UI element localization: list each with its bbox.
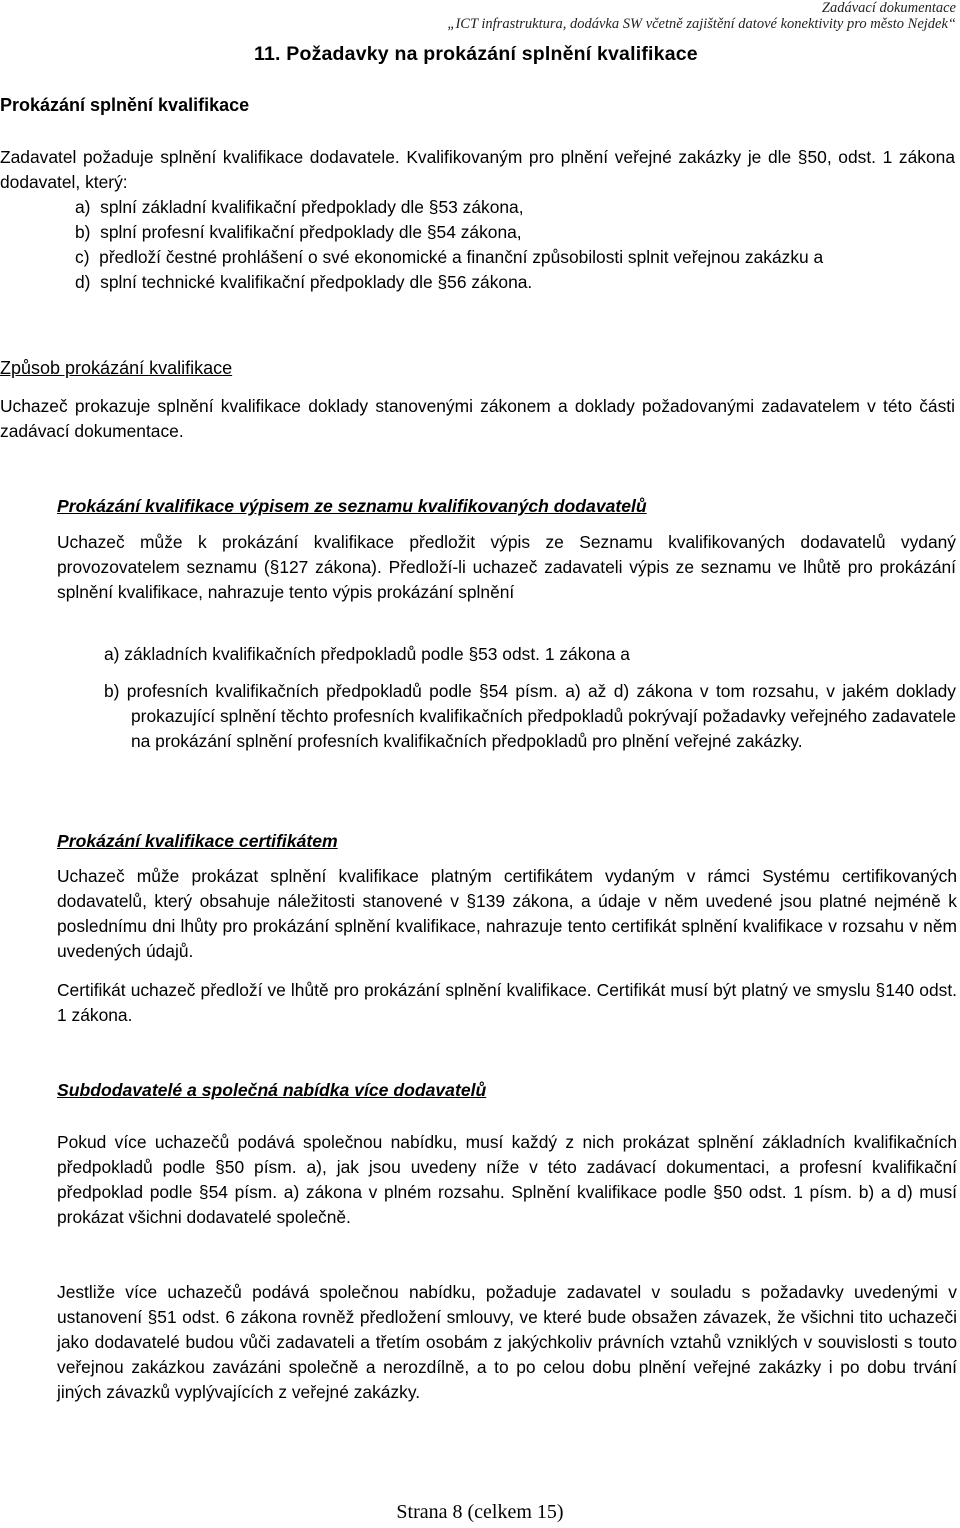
certificate-heading: Prokázání kvalifikace certifikátem [57,831,338,851]
register-item-a: a) základních kvalifikačních předpokladů podle §53 odst. 1 zákona a [104,644,630,664]
list-item: d) splní technické kvalifikační předpoklady dle §56 zákona. [75,272,533,292]
page-number: Strana 8 (celkem 15) [396,1501,564,1523]
method-paragraph: Uchazeč prokazuje splnění kvalifikace doklady stanovenými zákonem a doklady požadovanými zadavatelem v této části zadávací dokumentace. [0,396,955,441]
subcontractors-heading: Subdodavatelé a společná nabídka více dodavatelů [57,1080,487,1100]
header-project-name: „ICT infrastruktura, dodávka SW včetně zajištění datové konektivity pro město Nejdek“ [447,16,956,32]
subcontractors-paragraph-1: Pokud více uchazečů podává společnou nabídku, musí každý z nich prokázat splnění základních kvalifikačních předpokladů podle §50 písm. a), jak jsou uvedeny níže v této zadávací dokumentaci, a profesní kvalifikační předpoklad podle §54 písm. a) zákona v plném rozsahu. Splnění kvalifikace podle §50 odst. 1 písm. b) a d) musí prokázat všichni dodavatelé společně. [57,1132,957,1227]
section-subtitle: Prokázání splnění kvalifikace [0,95,250,115]
register-item-b: b) profesních kvalifikačních předpokladů podle §54 písm. a) až d) zákona v tom rozsahu, v jakém doklady prokazující splnění těchto profesních kvalifikačních předpokladů pokrývají požadavky veřejného zadavatele na prokázání splnění profesních kvalifikačních předpokladů pro plnění veřejné zakázky. [104,681,956,751]
register-heading: Prokázání kvalifikace výpisem ze seznamu kvalifikovaných dodavatelů [57,496,647,516]
list-item: b) splní profesní kvalifikační předpoklady dle §54 zákona, [75,222,522,242]
conditions-list [75,195,957,295]
intro-paragraph: Zadavatel požaduje splnění kvalifikace dodavatele. Kvalifikovaným pro plnění veřejné zakázky je dle §50, odst. 1 zákona dodavatel, který: [0,147,955,192]
certificate-paragraph-2: Certifikát uchazeč předloží ve lhůtě pro prokázání splnění kvalifikace. Certifikát musí být platný ve smyslu §140 odst. 1 zákona. [57,980,957,1025]
register-paragraph: Uchazeč může k prokázání kvalifikace předložit výpis ze Seznamu kvalifikovaných dodavatelů vydaný provozovatelem seznamu (§127 zákona). Předloží-li uchazeč zadavateli výpis ze seznamu ve lhůtě pro prokázání splnění kvalifikace, nahrazuje tento výpis prokázání splnění [57,532,956,602]
method-heading: Způsob prokázání kvalifikace [0,358,233,378]
list-item: a) splní základní kvalifikační předpoklady dle §53 zákona, [75,197,524,217]
list-item: c) předloží čestné prohlášení o své ekonomické a finanční způsobilosti splnit veřejnou zakázku a [75,247,824,267]
subcontractors-paragraph-2: Jestliže více uchazečů podává společnou nabídku, požaduje zadavatel v souladu s požadavky uvedenými v ustanovení §51 odst. 6 zákona rovněž předložení smlouvy, ve které bude obsažen závazek, že všichni tito uchazeči jako dodavatelé budou vůči zadavateli a třetím osobám z jakýchkoliv právních vztahů vzniklých v souvislosti s touto veřejnou zakázkou zavázáni společně a nerozdílně, a to po celou dobu plnění veřejné zakázky i po dobu trvání jiných závazků vyplývajících z veřejné zakázky. [57,1282,957,1402]
section-title: 11. Požadavky na prokázání splnění kvalifikace [254,43,698,65]
certificate-paragraph-1: Uchazeč může prokázat splnění kvalifikace platným certifikátem vydaným v rámci Systému certifikovaných dodavatelů, který obsahuje náležitosti stanovené v §139 zákona, a údaje v něm uvedené jsou platné nejméně k poslednímu dni lhůty pro prokázání splnění kvalifikace, nahrazuje tento certifikát splnění kvalifikace v rozsahu v něm uvedených údajů. [57,866,957,961]
header-doc-type: Zadávací dokumentace [821,0,956,16]
